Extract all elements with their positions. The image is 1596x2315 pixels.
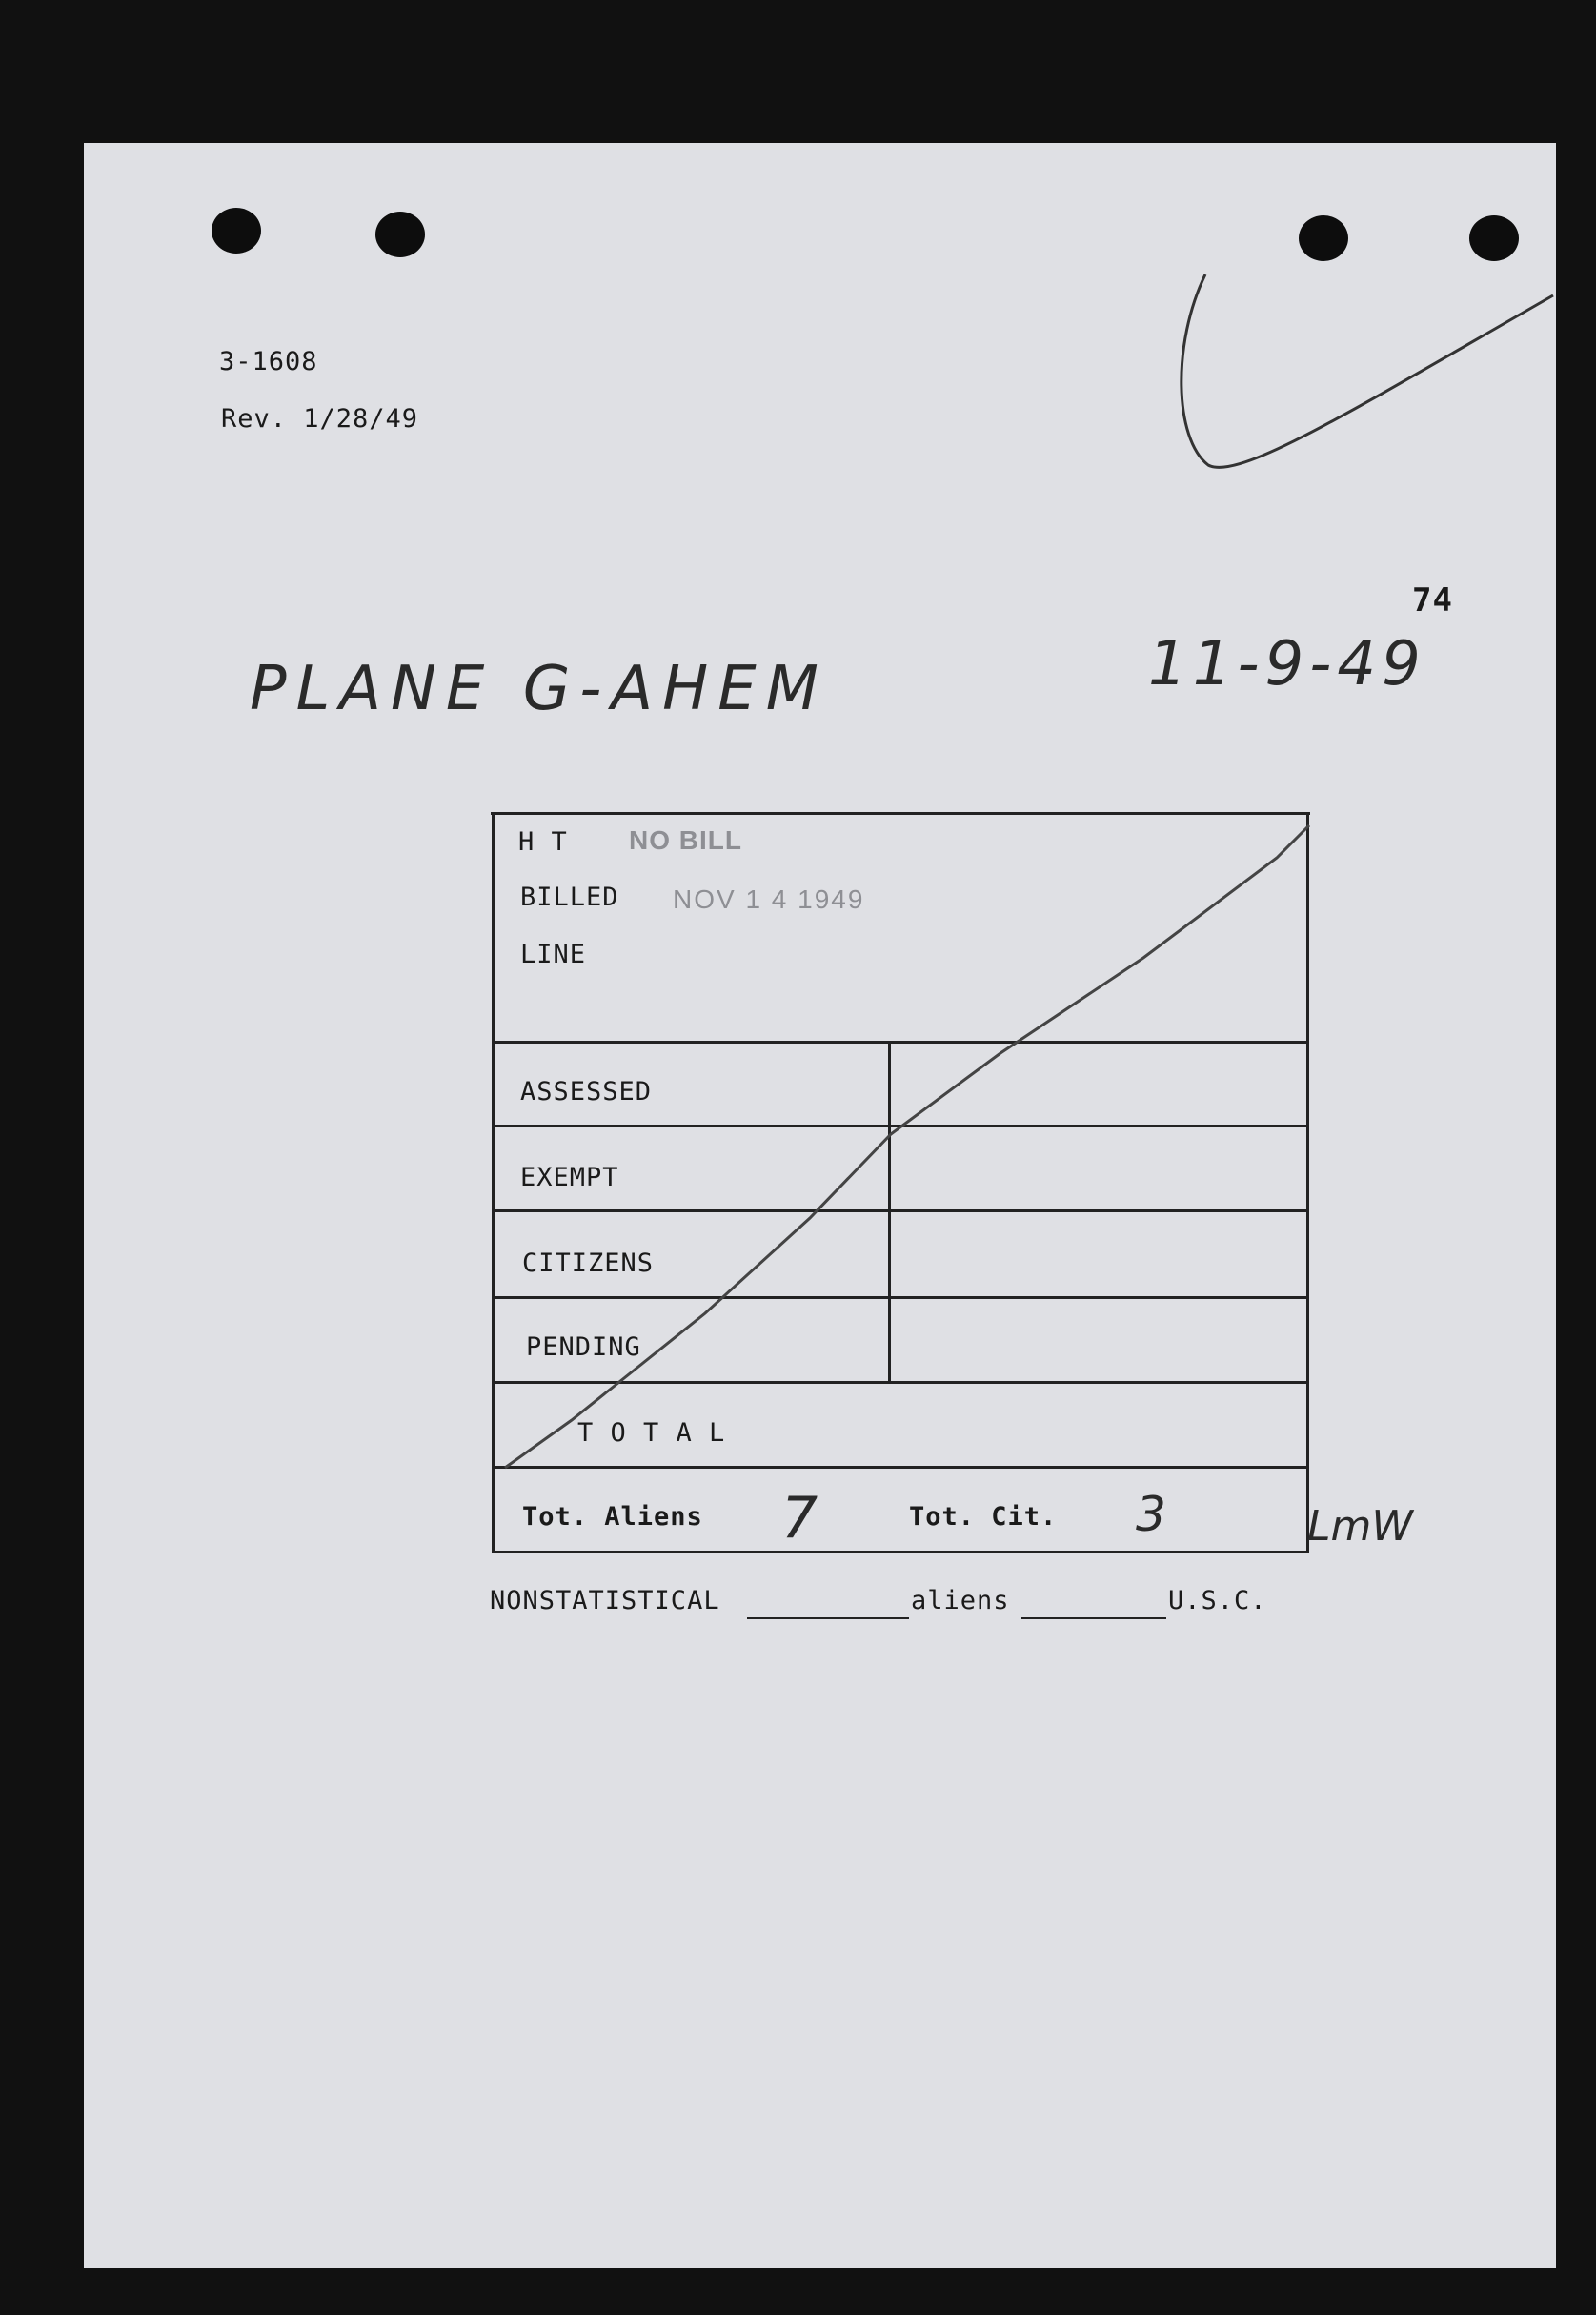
- handwritten-date: 11-9-49: [1148, 629, 1426, 700]
- aliens-label: aliens: [911, 1586, 1010, 1615]
- checkmark-stroke: [1182, 274, 1553, 467]
- billed-label: BILLED: [520, 883, 619, 912]
- total-label: T O T A L: [577, 1418, 726, 1448]
- form-number: 3-1608: [219, 347, 318, 376]
- page-number: 74: [1412, 581, 1453, 619]
- row-label-pending: PENDING: [526, 1332, 641, 1362]
- tot-aliens-label: Tot. Aliens: [522, 1502, 703, 1532]
- form-revision: Rev. 1/28/49: [221, 404, 419, 434]
- tot-cit-label: Tot. Cit.: [909, 1502, 1058, 1532]
- handwritten-title: PLANE G-AHEM: [250, 654, 828, 724]
- tot-aliens-value: 7: [781, 1485, 818, 1552]
- date-stamp: NOV 1 4 1949: [673, 884, 865, 914]
- tot-cit-value: 3: [1136, 1487, 1166, 1542]
- diagonal-cancel-line: [505, 825, 1309, 1468]
- row-label-assessed: ASSESSED: [520, 1077, 653, 1107]
- nonstatistical-label: NONSTATISTICAL: [490, 1586, 720, 1615]
- ht-label: H T: [518, 827, 568, 857]
- usc-label: U.S.C.: [1168, 1586, 1267, 1615]
- row-label-exempt: EXEMPT: [520, 1163, 619, 1192]
- line-label: LINE: [520, 940, 587, 969]
- row-label-citizens: CITIZENS: [522, 1249, 655, 1278]
- initials: LmW: [1307, 1502, 1413, 1551]
- no-bill-stamp: NO BILL: [629, 825, 742, 855]
